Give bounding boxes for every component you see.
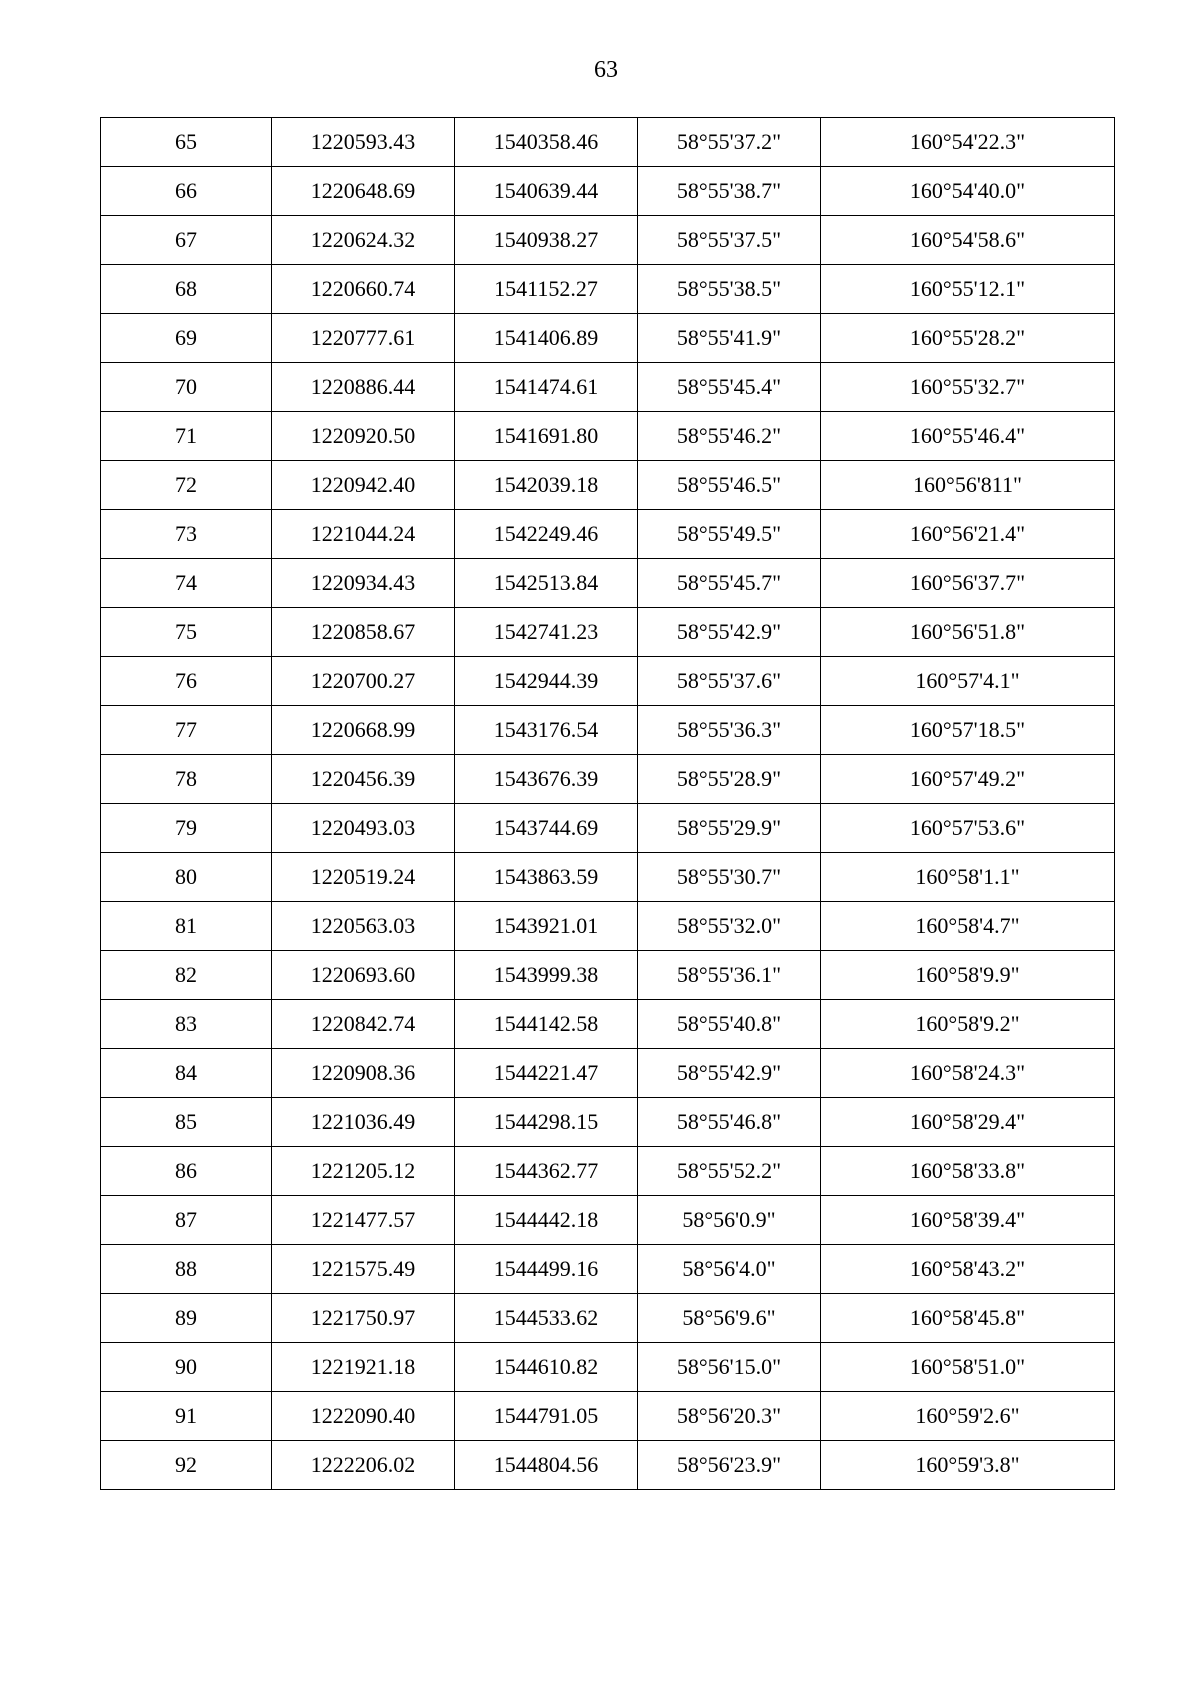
y-coordinate-cell: 1542513.84: [455, 559, 638, 608]
table-row: [101, 1441, 1115, 1490]
latitude-cell: 58°55'40.8": [638, 1000, 821, 1049]
y-coordinate-cell: 1543676.39: [455, 755, 638, 804]
y-coordinate-cell: 1544610.82: [455, 1343, 638, 1392]
x-coordinate-cell: 1220668.99: [272, 706, 455, 755]
x-coordinate-cell: 1220493.03: [272, 804, 455, 853]
latitude-cell: 58°56'20.3": [638, 1392, 821, 1441]
longitude-cell: 160°58'9.9": [821, 951, 1115, 1000]
latitude-cell: 58°55'37.6": [638, 657, 821, 706]
x-coordinate-cell: 1220777.61: [272, 314, 455, 363]
latitude-cell: 58°55'41.9": [638, 314, 821, 363]
longitude-cell: 160°55'12.1": [821, 265, 1115, 314]
latitude-cell: 58°55'45.7": [638, 559, 821, 608]
table-row: [101, 706, 1115, 755]
point-number-cell: 75: [101, 608, 272, 657]
point-number-cell: 73: [101, 510, 272, 559]
x-coordinate-cell: 1220908.36: [272, 1049, 455, 1098]
longitude-cell: 160°57'18.5": [821, 706, 1115, 755]
point-number-cell: 68: [101, 265, 272, 314]
point-number-cell: 74: [101, 559, 272, 608]
x-coordinate-cell: 1220858.67: [272, 608, 455, 657]
x-coordinate-cell: 1220700.27: [272, 657, 455, 706]
y-coordinate-cell: 1544499.16: [455, 1245, 638, 1294]
table-row: [101, 1098, 1115, 1147]
table-row: [101, 118, 1115, 167]
latitude-cell: 58°56'15.0": [638, 1343, 821, 1392]
y-coordinate-cell: 1541152.27: [455, 265, 638, 314]
latitude-cell: 58°55'29.9": [638, 804, 821, 853]
point-number-cell: 83: [101, 1000, 272, 1049]
x-coordinate-cell: 1221921.18: [272, 1343, 455, 1392]
table-row: [101, 755, 1115, 804]
y-coordinate-cell: 1544298.15: [455, 1098, 638, 1147]
table-row: [101, 167, 1115, 216]
point-number-cell: 81: [101, 902, 272, 951]
longitude-cell: 160°57'49.2": [821, 755, 1115, 804]
x-coordinate-cell: 1220563.03: [272, 902, 455, 951]
y-coordinate-cell: 1544791.05: [455, 1392, 638, 1441]
y-coordinate-cell: 1544362.77: [455, 1147, 638, 1196]
y-coordinate-cell: 1544142.58: [455, 1000, 638, 1049]
y-coordinate-cell: 1540639.44: [455, 167, 638, 216]
latitude-cell: 58°56'23.9": [638, 1441, 821, 1490]
longitude-cell: 160°54'22.3": [821, 118, 1115, 167]
latitude-cell: 58°55'37.2": [638, 118, 821, 167]
latitude-cell: 58°55'37.5": [638, 216, 821, 265]
latitude-cell: 58°55'46.8": [638, 1098, 821, 1147]
y-coordinate-cell: 1544533.62: [455, 1294, 638, 1343]
table-row: [101, 1343, 1115, 1392]
x-coordinate-cell: 1220593.43: [272, 118, 455, 167]
point-number-cell: 84: [101, 1049, 272, 1098]
y-coordinate-cell: 1541406.89: [455, 314, 638, 363]
x-coordinate-cell: 1220648.69: [272, 167, 455, 216]
point-number-cell: 79: [101, 804, 272, 853]
x-coordinate-cell: 1220842.74: [272, 1000, 455, 1049]
latitude-cell: 58°55'46.5": [638, 461, 821, 510]
longitude-cell: 160°58'39.4": [821, 1196, 1115, 1245]
latitude-cell: 58°55'32.0": [638, 902, 821, 951]
table-row: [101, 1294, 1115, 1343]
page-number: 63: [594, 57, 618, 83]
y-coordinate-cell: 1541691.80: [455, 412, 638, 461]
y-coordinate-cell: 1542249.46: [455, 510, 638, 559]
x-coordinate-cell: 1222090.40: [272, 1392, 455, 1441]
longitude-cell: 160°59'3.8": [821, 1441, 1115, 1490]
latitude-cell: 58°55'42.9": [638, 1049, 821, 1098]
table-row: [101, 314, 1115, 363]
latitude-cell: 58°56'0.9": [638, 1196, 821, 1245]
longitude-cell: 160°55'32.7": [821, 363, 1115, 412]
table-row: [101, 510, 1115, 559]
point-number-cell: 85: [101, 1098, 272, 1147]
latitude-cell: 58°55'28.9": [638, 755, 821, 804]
x-coordinate-cell: 1221205.12: [272, 1147, 455, 1196]
table-row: [101, 951, 1115, 1000]
table-row: [101, 1196, 1115, 1245]
y-coordinate-cell: 1542944.39: [455, 657, 638, 706]
point-number-cell: 72: [101, 461, 272, 510]
point-number-cell: 77: [101, 706, 272, 755]
x-coordinate-cell: 1221477.57: [272, 1196, 455, 1245]
longitude-cell: 160°56'37.7": [821, 559, 1115, 608]
longitude-cell: 160°54'58.6": [821, 216, 1115, 265]
x-coordinate-cell: 1220660.74: [272, 265, 455, 314]
latitude-cell: 58°55'49.5": [638, 510, 821, 559]
y-coordinate-cell: 1543176.54: [455, 706, 638, 755]
point-number-cell: 65: [101, 118, 272, 167]
point-number-cell: 71: [101, 412, 272, 461]
latitude-cell: 58°55'52.2": [638, 1147, 821, 1196]
table-row: [101, 1245, 1115, 1294]
longitude-cell: 160°57'53.6": [821, 804, 1115, 853]
y-coordinate-cell: 1542039.18: [455, 461, 638, 510]
table-row: [101, 657, 1115, 706]
latitude-cell: 58°55'46.2": [638, 412, 821, 461]
longitude-cell: 160°58'24.3": [821, 1049, 1115, 1098]
point-number-cell: 91: [101, 1392, 272, 1441]
latitude-cell: 58°56'4.0": [638, 1245, 821, 1294]
x-coordinate-cell: 1221036.49: [272, 1098, 455, 1147]
x-coordinate-cell: 1220519.24: [272, 853, 455, 902]
y-coordinate-cell: 1540938.27: [455, 216, 638, 265]
table-row: [101, 853, 1115, 902]
y-coordinate-cell: 1543999.38: [455, 951, 638, 1000]
longitude-cell: 160°58'29.4": [821, 1098, 1115, 1147]
y-coordinate-cell: 1544442.18: [455, 1196, 638, 1245]
y-coordinate-cell: 1544221.47: [455, 1049, 638, 1098]
x-coordinate-cell: 1222206.02: [272, 1441, 455, 1490]
point-number-cell: 66: [101, 167, 272, 216]
point-number-cell: 87: [101, 1196, 272, 1245]
x-coordinate-cell: 1221575.49: [272, 1245, 455, 1294]
longitude-cell: 160°58'45.8": [821, 1294, 1115, 1343]
longitude-cell: 160°55'28.2": [821, 314, 1115, 363]
x-coordinate-cell: 1221044.24: [272, 510, 455, 559]
y-coordinate-cell: 1541474.61: [455, 363, 638, 412]
latitude-cell: 58°55'36.1": [638, 951, 821, 1000]
point-number-cell: 86: [101, 1147, 272, 1196]
table-row: [101, 216, 1115, 265]
longitude-cell: 160°58'9.2": [821, 1000, 1115, 1049]
longitude-cell: 160°56'811": [821, 461, 1115, 510]
longitude-cell: 160°58'4.7": [821, 902, 1115, 951]
x-coordinate-cell: 1220942.40: [272, 461, 455, 510]
latitude-cell: 58°55'42.9": [638, 608, 821, 657]
point-number-cell: 70: [101, 363, 272, 412]
y-coordinate-cell: 1540358.46: [455, 118, 638, 167]
table-row: [101, 1049, 1115, 1098]
table-row: [101, 559, 1115, 608]
latitude-cell: 58°55'30.7": [638, 853, 821, 902]
table-row: [101, 363, 1115, 412]
x-coordinate-cell: 1220624.32: [272, 216, 455, 265]
x-coordinate-cell: 1220693.60: [272, 951, 455, 1000]
point-number-cell: 69: [101, 314, 272, 363]
point-number-cell: 67: [101, 216, 272, 265]
longitude-cell: 160°57'4.1": [821, 657, 1115, 706]
x-coordinate-cell: 1220886.44: [272, 363, 455, 412]
point-number-cell: 80: [101, 853, 272, 902]
table-row: [101, 265, 1115, 314]
table-row: [101, 1147, 1115, 1196]
point-number-cell: 76: [101, 657, 272, 706]
latitude-cell: 58°55'38.5": [638, 265, 821, 314]
table-row: [101, 804, 1115, 853]
y-coordinate-cell: 1544804.56: [455, 1441, 638, 1490]
y-coordinate-cell: 1543863.59: [455, 853, 638, 902]
table-row: [101, 1000, 1115, 1049]
longitude-cell: 160°56'51.8": [821, 608, 1115, 657]
longitude-cell: 160°59'2.6": [821, 1392, 1115, 1441]
point-number-cell: 89: [101, 1294, 272, 1343]
longitude-cell: 160°58'43.2": [821, 1245, 1115, 1294]
longitude-cell: 160°58'1.1": [821, 853, 1115, 902]
point-number-cell: 88: [101, 1245, 272, 1294]
coordinates-table-body: [101, 118, 1115, 1490]
table-row: [101, 412, 1115, 461]
point-number-cell: 82: [101, 951, 272, 1000]
table-row: [101, 902, 1115, 951]
longitude-cell: 160°56'21.4": [821, 510, 1115, 559]
y-coordinate-cell: 1543921.01: [455, 902, 638, 951]
y-coordinate-cell: 1543744.69: [455, 804, 638, 853]
x-coordinate-cell: 1220456.39: [272, 755, 455, 804]
x-coordinate-cell: 1220934.43: [272, 559, 455, 608]
point-number-cell: 90: [101, 1343, 272, 1392]
latitude-cell: 58°55'36.3": [638, 706, 821, 755]
longitude-cell: 160°58'33.8": [821, 1147, 1115, 1196]
latitude-cell: 58°55'38.7": [638, 167, 821, 216]
coordinates-table: [100, 117, 1115, 1490]
longitude-cell: 160°54'40.0": [821, 167, 1115, 216]
longitude-cell: 160°58'51.0": [821, 1343, 1115, 1392]
point-number-cell: 78: [101, 755, 272, 804]
x-coordinate-cell: 1221750.97: [272, 1294, 455, 1343]
table-row: [101, 1392, 1115, 1441]
x-coordinate-cell: 1220920.50: [272, 412, 455, 461]
latitude-cell: 58°55'45.4": [638, 363, 821, 412]
point-number-cell: 92: [101, 1441, 272, 1490]
y-coordinate-cell: 1542741.23: [455, 608, 638, 657]
table-row: [101, 461, 1115, 510]
latitude-cell: 58°56'9.6": [638, 1294, 821, 1343]
longitude-cell: 160°55'46.4": [821, 412, 1115, 461]
table-row: [101, 608, 1115, 657]
